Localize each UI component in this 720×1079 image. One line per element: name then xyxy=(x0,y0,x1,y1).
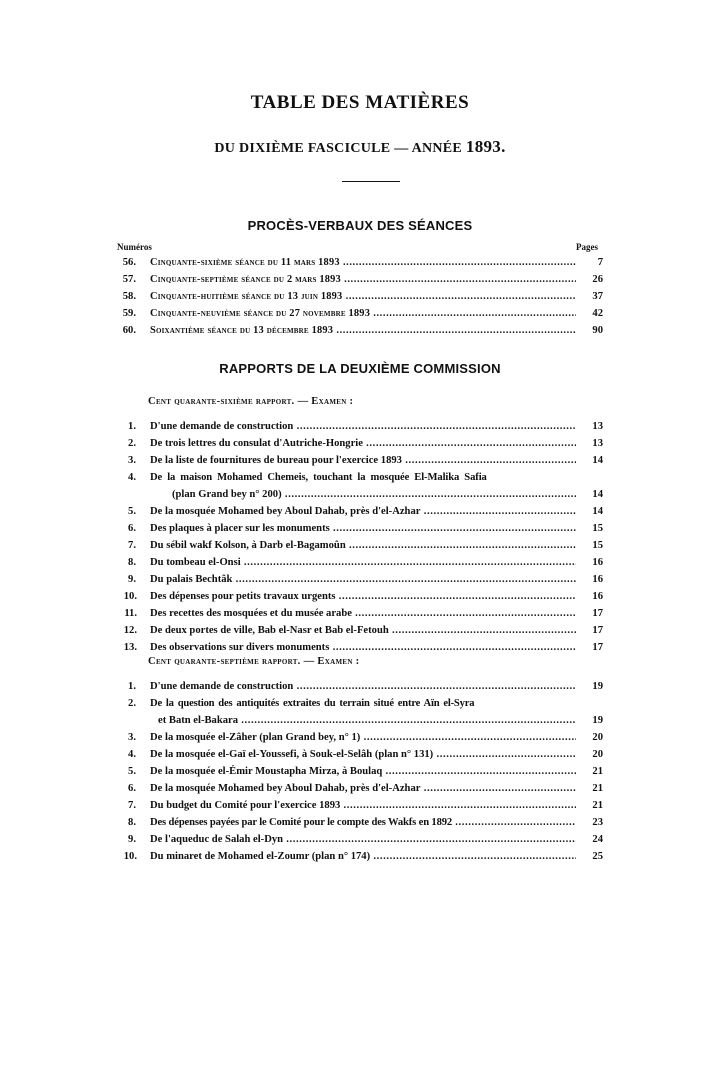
toc-row xyxy=(0,469,720,486)
toc-row xyxy=(0,746,720,763)
entry-number: 8. xyxy=(128,557,136,568)
entry-page: 13 xyxy=(592,421,603,432)
entry-title: De la mosquée Mohamed bey Aboul Dahab, près d'el-Azhar ..... xyxy=(150,503,576,520)
entry-page: 21 xyxy=(592,766,603,777)
entry-page: 90 xyxy=(592,325,603,336)
entry-title: Du sébil wakf Kolson, à Darb el-Bagamoûn ..... xyxy=(150,537,576,554)
entry-page: 16 xyxy=(592,591,603,602)
toc-row xyxy=(0,271,720,288)
entry-page: 17 xyxy=(592,625,603,636)
entry-number: 9. xyxy=(128,574,136,585)
entry-number: 5. xyxy=(128,766,136,777)
entry-number: 57. xyxy=(122,274,136,285)
entry-number: 10. xyxy=(123,591,137,602)
toc-row xyxy=(0,503,720,520)
report-147-heading: Cent quarante-septième rapport. — Examen : xyxy=(148,656,360,667)
subtitle-text: DU DIXIÈME FASCICULE — ANNÉE xyxy=(214,141,463,156)
entry-title: De deux portes de ville, Bab el-Nasr et Bab el-Fetouh ..... xyxy=(150,622,576,639)
entry-page: 16 xyxy=(592,557,603,568)
toc-row xyxy=(0,435,720,452)
entry-page: 15 xyxy=(592,523,603,534)
toc-row xyxy=(0,418,720,435)
entry-page: 25 xyxy=(592,851,603,862)
section-heading-proces-verbaux: PROCÈS-VERBAUX DES SÉANCES xyxy=(247,218,473,233)
entry-title: De trois lettres du consulat d'Autriche-Hongrie ..... xyxy=(150,435,576,452)
entry-number: 2. xyxy=(128,438,136,449)
entry-page: 15 xyxy=(592,540,603,551)
entry-page: 14 xyxy=(592,489,603,500)
toc-row xyxy=(0,537,720,554)
toc-row xyxy=(0,305,720,322)
entry-number: 3. xyxy=(128,455,136,466)
entry-number: 6. xyxy=(128,783,136,794)
entry-title: Des observations sur divers monuments ..... xyxy=(150,639,576,656)
subtitle-year: 1893. xyxy=(465,137,506,156)
entry-title: Cinquante-neuvième séance du 27 novembre 1893 ..... xyxy=(150,305,576,322)
toc-row xyxy=(0,622,720,639)
report-146-heading: Cent quarante-sixième rapport. — Examen : xyxy=(148,396,354,407)
toc-row xyxy=(0,712,720,729)
entry-page: 21 xyxy=(592,800,603,811)
entry-number: 5. xyxy=(128,506,136,517)
entry-page: 13 xyxy=(592,438,603,449)
toc-row xyxy=(0,678,720,695)
entry-title: Cinquante-septième séance du 2 mars 1893 ..... xyxy=(150,271,576,288)
entry-page: 14 xyxy=(592,455,603,466)
column-header-numeros: Numéros xyxy=(117,242,152,252)
entry-number: 1. xyxy=(128,681,136,692)
entry-page: 7 xyxy=(597,257,603,268)
entry-title: Des plaques à placer sur les monuments ..... xyxy=(150,520,576,537)
toc-row xyxy=(0,322,720,339)
toc-row xyxy=(0,797,720,814)
entry-page: 16 xyxy=(592,574,603,585)
entry-title: Des recettes des mosquées et du musée arabe ..... xyxy=(150,605,576,622)
toc-row xyxy=(0,605,720,622)
entry-page: 42 xyxy=(592,308,603,319)
entry-title: Soixantième séance du 13 décembre 1893 ..... xyxy=(150,322,576,339)
entry-number: 1. xyxy=(128,421,136,432)
entry-title: De la mosquée Mohamed bey Aboul Dahab, près d'el-Azhar ..... xyxy=(150,780,576,797)
entry-page: 19 xyxy=(592,715,603,726)
toc-row xyxy=(0,520,720,537)
entry-number: 3. xyxy=(128,732,136,743)
entry-title: Du tombeau el-Onsi ..... xyxy=(150,554,576,571)
entry-title: De la liste de fournitures de bureau pour l'exercice 1893 ..... xyxy=(150,452,576,469)
toc-row xyxy=(0,780,720,797)
toc-row xyxy=(0,254,720,271)
entry-page: 24 xyxy=(592,834,603,845)
page-title: TABLE DES MATIÈRES xyxy=(250,92,470,113)
entry-title: De la question des antiquités extraites du terrain situé entre Aïn el-Syra xyxy=(150,698,475,709)
toc-row xyxy=(0,848,720,865)
entry-number: 6. xyxy=(128,523,136,534)
entry-number: 59. xyxy=(122,308,136,319)
entry-number: 4. xyxy=(128,472,136,483)
entry-number: 2. xyxy=(128,698,136,709)
entry-title: Cinquante-huitième séance du 13 juin 1893 ..... xyxy=(150,288,576,305)
toc-row xyxy=(0,729,720,746)
entry-page: 17 xyxy=(592,642,603,653)
entry-title: De la mosquée el-Émir Moustapha Mirza, à Boulaq ..... xyxy=(150,763,576,780)
entry-title: Du minaret de Mohamed el-Zoumr (plan n° 174) ..... xyxy=(150,848,576,865)
toc-row xyxy=(0,763,720,780)
toc-row xyxy=(0,288,720,305)
entry-number: 4. xyxy=(128,749,136,760)
entry-title: Des dépenses pour petits travaux urgents ..... xyxy=(150,588,576,605)
entry-number: 11. xyxy=(124,608,137,619)
entry-page: 23 xyxy=(592,817,603,828)
entry-title: De la maison Mohamed Chemeis, touchant la mosquée El-Malika Safia xyxy=(150,472,487,483)
entry-page: 26 xyxy=(592,274,603,285)
entry-page: 21 xyxy=(592,783,603,794)
entry-title: De la mosquée el-Gaï el-Youssefi, à Souk-el-Selâh (plan n° 131) ..... xyxy=(150,746,576,763)
entry-number: 60. xyxy=(122,325,136,336)
toc-row xyxy=(0,639,720,656)
entry-number: 10. xyxy=(123,851,137,862)
toc-row xyxy=(0,814,720,831)
toc-row xyxy=(0,554,720,571)
entry-number: 56. xyxy=(122,257,136,268)
column-header-pages: Pages xyxy=(576,242,598,252)
entry-title: D'une demande de construction ..... xyxy=(150,418,576,435)
entry-page: 37 xyxy=(592,291,603,302)
entry-title: De l'aqueduc de Salah el-Dyn ..... xyxy=(150,831,576,848)
section-heading-rapports: RAPPORTS DE LA DEUXIÈME COMMISSION xyxy=(219,361,501,376)
toc-row xyxy=(0,486,720,503)
entry-page: 19 xyxy=(592,681,603,692)
entry-title: Du palais Bechtâk ..... xyxy=(150,571,576,588)
entry-page: 20 xyxy=(592,732,603,743)
entry-page: 14 xyxy=(592,506,603,517)
page-subtitle xyxy=(0,137,720,157)
entry-number: 8. xyxy=(128,817,136,828)
entry-number: 12. xyxy=(123,625,137,636)
entry-page: 17 xyxy=(592,608,603,619)
toc-row xyxy=(0,831,720,848)
title-rule xyxy=(342,181,400,182)
entry-title: D'une demande de construction ..... xyxy=(150,678,576,695)
entry-title: De la mosquée el-Zâher (plan Grand bey, n° 1) ..... xyxy=(150,729,576,746)
entry-number: 13. xyxy=(123,642,137,653)
toc-row xyxy=(0,452,720,469)
entry-number: 9. xyxy=(128,834,136,845)
entry-page: 20 xyxy=(592,749,603,760)
entry-title: et Batn el-Bakara ..... xyxy=(158,712,576,729)
entry-number: 7. xyxy=(128,540,136,551)
entry-title: Cinquante-sixième séance du 11 mars 1893 ..... xyxy=(150,254,576,271)
toc-row xyxy=(0,588,720,605)
toc-row xyxy=(0,571,720,588)
entry-title: Du budget du Comité pour l'exercice 1893 ..... xyxy=(150,797,576,814)
entry-number: 7. xyxy=(128,800,136,811)
toc-row xyxy=(0,695,720,712)
entry-number: 58. xyxy=(122,291,136,302)
entry-title: (plan Grand bey n° 200) ..... xyxy=(172,486,576,503)
entry-title: Des dépenses payées par le Comité pour le compte des Wakfs en 1892 ..... xyxy=(150,814,576,831)
